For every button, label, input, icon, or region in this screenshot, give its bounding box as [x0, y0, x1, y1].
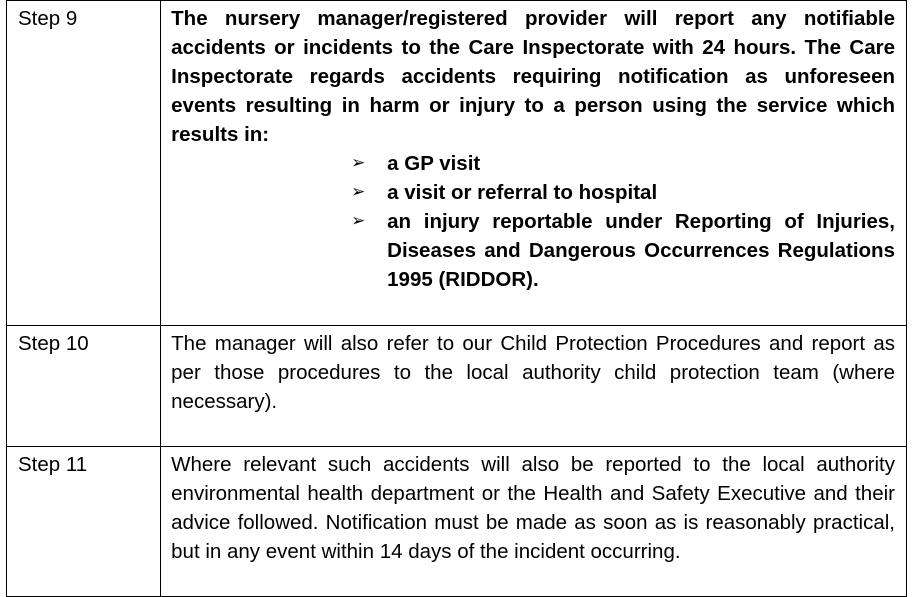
list-item: [351, 178, 895, 207]
arrowhead-bullet-icon: ➢: [351, 211, 366, 231]
step-label: Step 9: [18, 7, 78, 30]
step-label: Step 11: [18, 453, 88, 476]
step-description: The nursery manager/registered provider will report any notifiable accidents or incidents to the Care Inspectorate with 24 hours. The Care Inspectorate regards accidents requiring notification as unforeseen events resulting in harm or injury to a person using the service which results in:: [171, 7, 895, 146]
table-row-step-10: [7, 326, 907, 447]
step-label: Step 10: [18, 332, 89, 355]
notification-criteria-list: [171, 149, 895, 294]
arrowhead-bullet-icon: ➢: [351, 182, 366, 202]
step-cell: [7, 447, 161, 597]
step-description-cell: [161, 326, 907, 447]
step-cell: [7, 326, 161, 447]
list-item-text: a GP visit: [387, 152, 481, 175]
list-item: [351, 149, 895, 178]
list-item-text: a visit or referral to hospital: [387, 181, 658, 204]
procedure-table: [6, 0, 907, 597]
step-description: Where relevant such accidents will also be reported to the local authority environmental health department or the Health and Safety Executive and their advice followed. Notification must be made as soon as is reasonably practical, but in any event within 14 days of the incident occurring.: [171, 453, 895, 563]
table-row-step-9: [7, 1, 907, 326]
step-description-cell: [161, 447, 907, 597]
step-cell: [7, 1, 161, 326]
arrowhead-bullet-icon: ➢: [351, 153, 366, 173]
step-description-cell: [161, 1, 907, 326]
table-row-step-11: [7, 447, 907, 597]
list-item: [351, 207, 895, 294]
list-item-text: an injury reportable under Reporting of Injuries, Diseases and Dangerous Occurrences Regulations 1995 (RIDDOR).: [387, 210, 895, 291]
step-description: The manager will also refer to our Child Protection Procedures and report as per those procedures to the local authority child protection team (where necessary).: [171, 332, 895, 413]
